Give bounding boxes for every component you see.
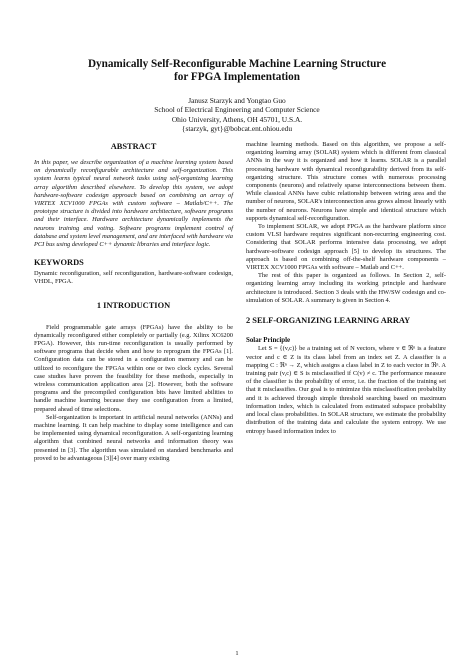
- abstract-heading: ABSTRACT: [110, 142, 157, 151]
- page-number: 1: [235, 650, 239, 657]
- paper-title: [40, 58, 434, 84]
- abstract-section: [34, 142, 233, 249]
- author-block: [40, 96, 434, 134]
- keywords-text: Dynamic reconfiguration, self reconfiguration, hardware-software codesign, VHDL, FPGA.: [34, 270, 233, 286]
- title-line-2: for FPGA Implementation: [174, 71, 300, 83]
- intro-paragraph-4: To implement SOLAR, we adopt FPGA as the hardware platform since custom VLSI hardware requires significant non-recurring engineering cost. Considering that SOLAR performs intensive data processing, we adopt hardware-software codesign approach [5] to develop its structures. The approach is based on combining off-the-shelf hardware components – VIRTEX XCV1000 FPGAs with software – Matlab and C++.: [246, 223, 446, 272]
- intro-paragraph-5: The rest of this paper is organized as follows. In Section 2, self-organizing learning array including its working principle and hardware architecture is introduced. Section 3 deals with the HW/SW codesign and co-simulation of SOLAR. A summary is given in Section 4.: [246, 272, 446, 304]
- right-column: [246, 141, 446, 436]
- intro-paragraph-3: machine learning methods. Based on this algorithm, we propose a self-organizing learning array (SOLAR) system which is different from classical ANNs in the way it is organized and how it learns. SOLAR is a parallel processing hardware with dynamical reconfigurability derived from its self-organizing structure. This structure comes with numerous processing components (neurons) and relatively sparse interconnections between them. While classical ANNs have cubic relationship between wiring area and the number of neurons, SOLAR's interconnection area grows almost linearly with the number of neurons. Neurons have simple and identical structure which supports dynamical self-reconfiguration.: [246, 141, 446, 222]
- left-column: [34, 142, 233, 463]
- author-email: {starzyk, gyt}@bobcat.ent.ohiou.edu: [181, 124, 293, 134]
- title-line-1: Dynamically Self-Reconfigurable Machine Learning Structure: [87, 58, 387, 70]
- abstract-text: In this paper, we describe organization of a machine learning system based on dynamically reconfigurable architecture and self-organization. This system learns typical neural network tasks using self-organizing learning array algorithm described elsewhere. To develop this system, we adopt hardware-software codesign approach based on combining an array of VIRTEX XCV1000 FPGAs with custom software – Matlab/C++. The prototype structure is divided into hardware architecture, software programs and their interface. Hardware architecture dynamically implements the neurons training and voting. Software programs implement control of database and system level management, and are interfaced with hardware via PCI bus using developed C++ dynamic libraries and interface logic.: [34, 159, 233, 249]
- section-2-paragraph-1: Let S = {(v,c)} be a training set of N vectors, where v ∈ ℜⁿ is a feature vector and c ∈ Z is its class label from an index set Z. A classifier is a mapping C : ℜⁿ → Z, which assigns a class label in Z to each vector in ℜⁿ. A training pair (v,c) ∈ S is misclassified if C(v) ≠ c. The performance measure of the classifier is the probability of error, i.e. the fraction of the training set that it misclassifies. Our goal is to minimize this misclassification probability and it is achieved through simple threshold searching based on maximum information index, which is calculated from estimated subspace probability and local class probabilities. In SOLAR structure, we estimate the probability distribution of the training data and calculate the system entropy. We use entropy based information index to: [246, 345, 446, 435]
- section-2-heading: 2 SELF-ORGANIZING LEARNING ARRAY: [246, 316, 411, 326]
- author-names: Janusz Starzyk and Yongtao Guo: [188, 96, 286, 105]
- affiliation-line-1: School of Electrical Engineering and Computer Science: [154, 105, 320, 115]
- solar-principle-subheading: Solar Principle: [246, 337, 291, 345]
- introduction-heading: 1 INTRODUCTION: [96, 300, 171, 310]
- intro-paragraph-2: Self-organization is important in artificial neural networks (ANNs) and machine learning. It can help machine to display some intelligence and can be implemented using dynamical reconfiguration. A self-organizing learning algorithm that combined neural networks and information theory was presented in [3]. The algorithm was simulated on standard benchmarks and proved to be advantageous [3][4] over many existing: [34, 413, 233, 462]
- affiliation-line-2: Ohio University, Athens, OH 45701, U.S.A.: [171, 114, 303, 124]
- intro-paragraph-1: Field programmable gate arrays (FPGAs) have the ability to be dynamically reconfigured either completely or partially (e.g. Xilinx XC6200 FPGA). However, this run-time reconfiguration is usually performed by software programs that decide when and how to reprogram the FPGAs [1]. Configuration data can be stored in a configuration memory and can be utilized to reconfigure the FPGAs within one or two clock cycles. Several case studies have proven the feasibility for these methods, especially in wireless communication application area [2]. However, both the software programs and the precompiled configuration bits have limited abilities to handle machine learning because they use configuration from a limited, prepared ahead of time selections.: [34, 323, 233, 413]
- keywords-heading: KEYWORDS: [34, 258, 84, 268]
